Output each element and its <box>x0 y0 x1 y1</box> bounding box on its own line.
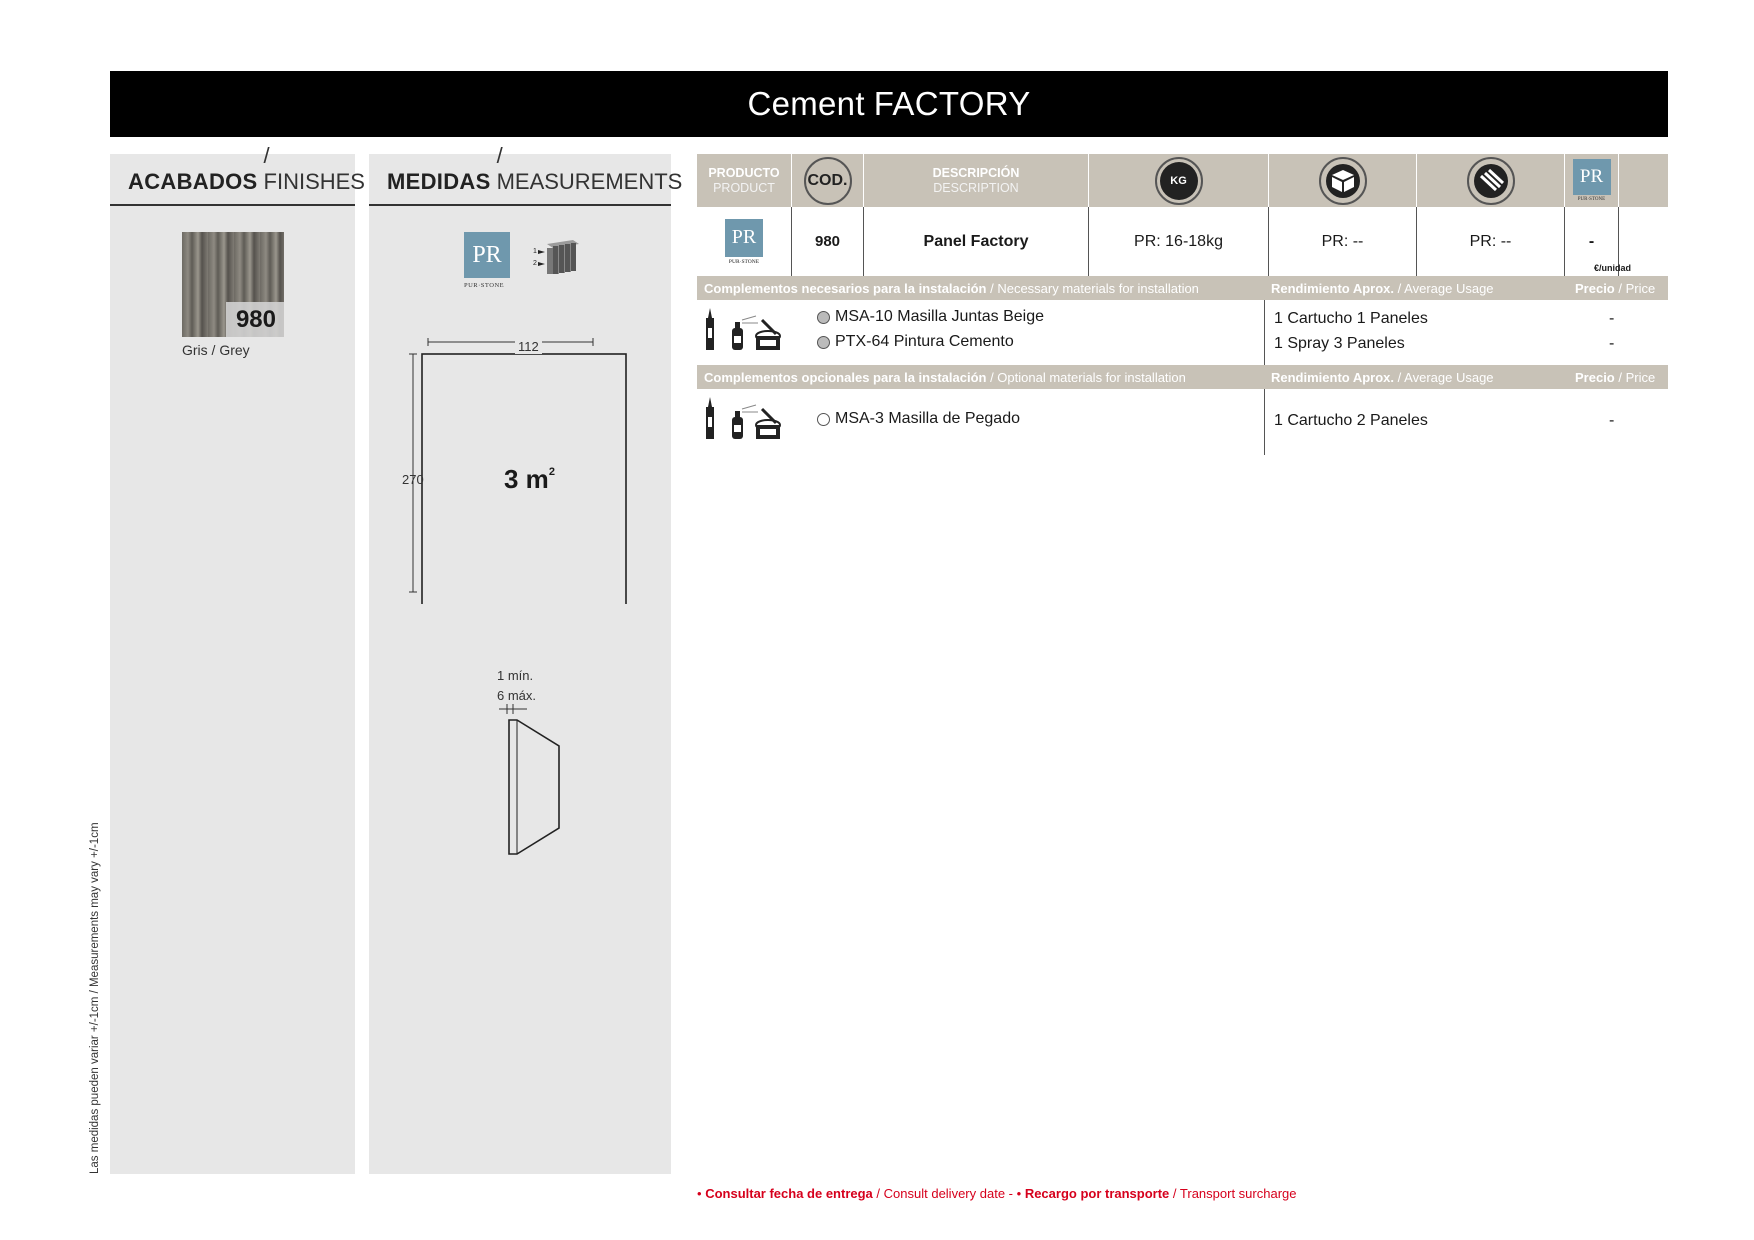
row-purstone-sub: PUR·STONE <box>728 258 760 265</box>
optional-item-1-name: MSA-3 Masilla de Pegado <box>835 410 1020 427</box>
transport-light: / Transport surcharge <box>1172 1186 1297 1201</box>
optional-item-1-radio[interactable] <box>817 413 830 426</box>
col-product-label: PRODUCTO <box>708 165 780 180</box>
col-price <box>1565 154 1619 207</box>
optional-item-1[interactable] <box>817 410 1020 428</box>
required-label-light: / Necessary materials for installation <box>986 281 1199 296</box>
box-icon <box>1319 157 1367 205</box>
finish-swatch[interactable] <box>182 232 284 337</box>
col-description-label: DESCRIPCIÓN <box>932 165 1020 180</box>
area-value: 3 m <box>504 464 549 494</box>
svg-text:2: 2 <box>533 260 537 267</box>
optional-label-light: / Optional materials for installation <box>986 370 1186 385</box>
pallet-icon <box>1467 157 1515 205</box>
title-light: Cement <box>747 85 865 122</box>
row-box: PR: -- <box>1269 207 1417 276</box>
optional-label-bold: Complementos opcionales para la instalación <box>704 370 987 385</box>
row-description: Panel Factory <box>864 207 1089 276</box>
delivery-bold: Consultar fecha de entrega <box>705 1186 873 1201</box>
transport-bold: Recargo por transporte <box>1024 1186 1170 1201</box>
optional-tools-icon <box>702 397 792 443</box>
area-label <box>504 464 555 495</box>
purstone-price-logo: PR <box>1573 159 1611 195</box>
price-unit-label: €/unidad <box>1594 263 1632 273</box>
finish-label: Gris / Grey <box>182 342 250 358</box>
measurements-panel <box>369 143 683 1174</box>
required-item-1-radio[interactable] <box>817 311 830 324</box>
row-pallet: PR: -- <box>1417 207 1565 276</box>
optional-price-bold: Precio <box>1575 370 1615 385</box>
optional-divider <box>1264 389 1265 455</box>
delivery-bullet-icon: • <box>697 1186 702 1201</box>
optional-list <box>697 389 1668 455</box>
optional-item-1-price: - <box>1609 412 1615 429</box>
required-item-2-radio[interactable] <box>817 336 830 349</box>
optional-usage-bold: Rendimiento Aprox. <box>1271 370 1395 385</box>
optional-item-1-usage: 1 Cartucho 2 Paneles <box>1274 412 1428 429</box>
thickness-max-label: 6 máx. <box>497 688 537 703</box>
weight-icon <box>1155 157 1203 205</box>
finishes-panel <box>110 143 365 1174</box>
delivery-light: / Consult delivery date <box>876 1186 1006 1201</box>
row-code: 980 <box>792 207 864 276</box>
required-divider <box>1264 300 1265 365</box>
required-item-1-price: - <box>1609 310 1615 327</box>
col-product-sub: PRODUCT <box>713 180 775 195</box>
required-item-2-usage: 1 Spray 3 Paneles <box>1274 335 1405 352</box>
stacked-panels-icon <box>1474 164 1508 198</box>
row-product-logo <box>697 207 792 276</box>
title-bold: FACTORY <box>873 85 1031 122</box>
measurement-disclaimer: Las medidas pueden variar +/-1cm / Measurements may vary +/-1cm <box>89 822 101 1174</box>
height-label: 270 <box>402 472 424 487</box>
purstone-logo: PR <box>464 232 510 278</box>
required-usage-bold: Rendimiento Aprox. <box>1271 281 1395 296</box>
installation-tools-icon <box>702 308 792 354</box>
row-price: - <box>1565 207 1619 276</box>
finishes-title-bold: ACABADOS <box>128 169 258 194</box>
area-unit-sup: 2 <box>548 466 555 478</box>
thickness-profile-drawing <box>499 704 579 874</box>
width-label: 112 <box>515 339 542 354</box>
required-price-bold: Precio <box>1575 281 1615 296</box>
col-weight <box>1089 154 1269 207</box>
measurements-title-bold: MEDIDAS <box>387 169 491 194</box>
required-item-1[interactable] <box>817 308 1044 326</box>
kg-weight-icon: KG <box>1160 162 1198 200</box>
table-header <box>697 154 1668 207</box>
measurements-title-light: / MEASUREMENTS <box>496 143 683 194</box>
table-row[interactable] <box>697 207 1668 276</box>
required-list <box>697 300 1668 365</box>
required-price-light: / Price <box>1614 281 1656 296</box>
col-product <box>697 154 792 207</box>
footer-separator: - <box>1008 1186 1017 1201</box>
optional-price-light: / Price <box>1614 370 1656 385</box>
required-item-2-name: PTX-64 Pintura Cemento <box>835 333 1014 350</box>
cod-badge: COD. <box>804 157 852 205</box>
finishes-title-light: / FINISHES <box>263 143 365 194</box>
row-purstone-logo: PR <box>725 219 763 257</box>
required-item-2[interactable] <box>817 333 1014 351</box>
col-cod <box>792 154 864 207</box>
optional-usage-light: / Average Usage <box>1394 370 1494 385</box>
measurements-header <box>369 143 683 206</box>
purstone-logo-sub: PUR·STONE <box>464 282 505 289</box>
required-band <box>697 276 1668 300</box>
optional-band <box>697 365 1668 389</box>
required-label-bold: Complementos necesarios para la instalación <box>704 281 987 296</box>
required-item-2-price: - <box>1609 335 1615 352</box>
col-description <box>864 154 1089 207</box>
required-usage-light: / Average Usage <box>1394 281 1494 296</box>
page-title <box>110 71 1668 137</box>
required-item-1-usage: 1 Cartucho 1 Paneles <box>1274 310 1428 327</box>
col-box <box>1269 154 1417 207</box>
row-weight: PR: 16-18kg <box>1089 207 1269 276</box>
purstone-price-logo-sub: PUR·STONE <box>1577 197 1606 202</box>
required-item-1-name: MSA-10 Masilla Juntas Beige <box>835 308 1044 325</box>
col-pallet <box>1417 154 1565 207</box>
transport-bullet-icon: • <box>1016 1186 1022 1201</box>
finishes-header <box>110 143 365 206</box>
product-table <box>697 154 1668 455</box>
thickness-min-label: 1 mín. <box>497 668 534 683</box>
brick-panel-icon <box>533 236 581 276</box>
col-description-sub: DESCRIPTION <box>933 180 1019 195</box>
footer-note <box>697 1186 1296 1201</box>
finish-code: 980 <box>226 302 284 337</box>
svg-text:1: 1 <box>533 248 537 255</box>
package-box-icon <box>1326 164 1360 198</box>
